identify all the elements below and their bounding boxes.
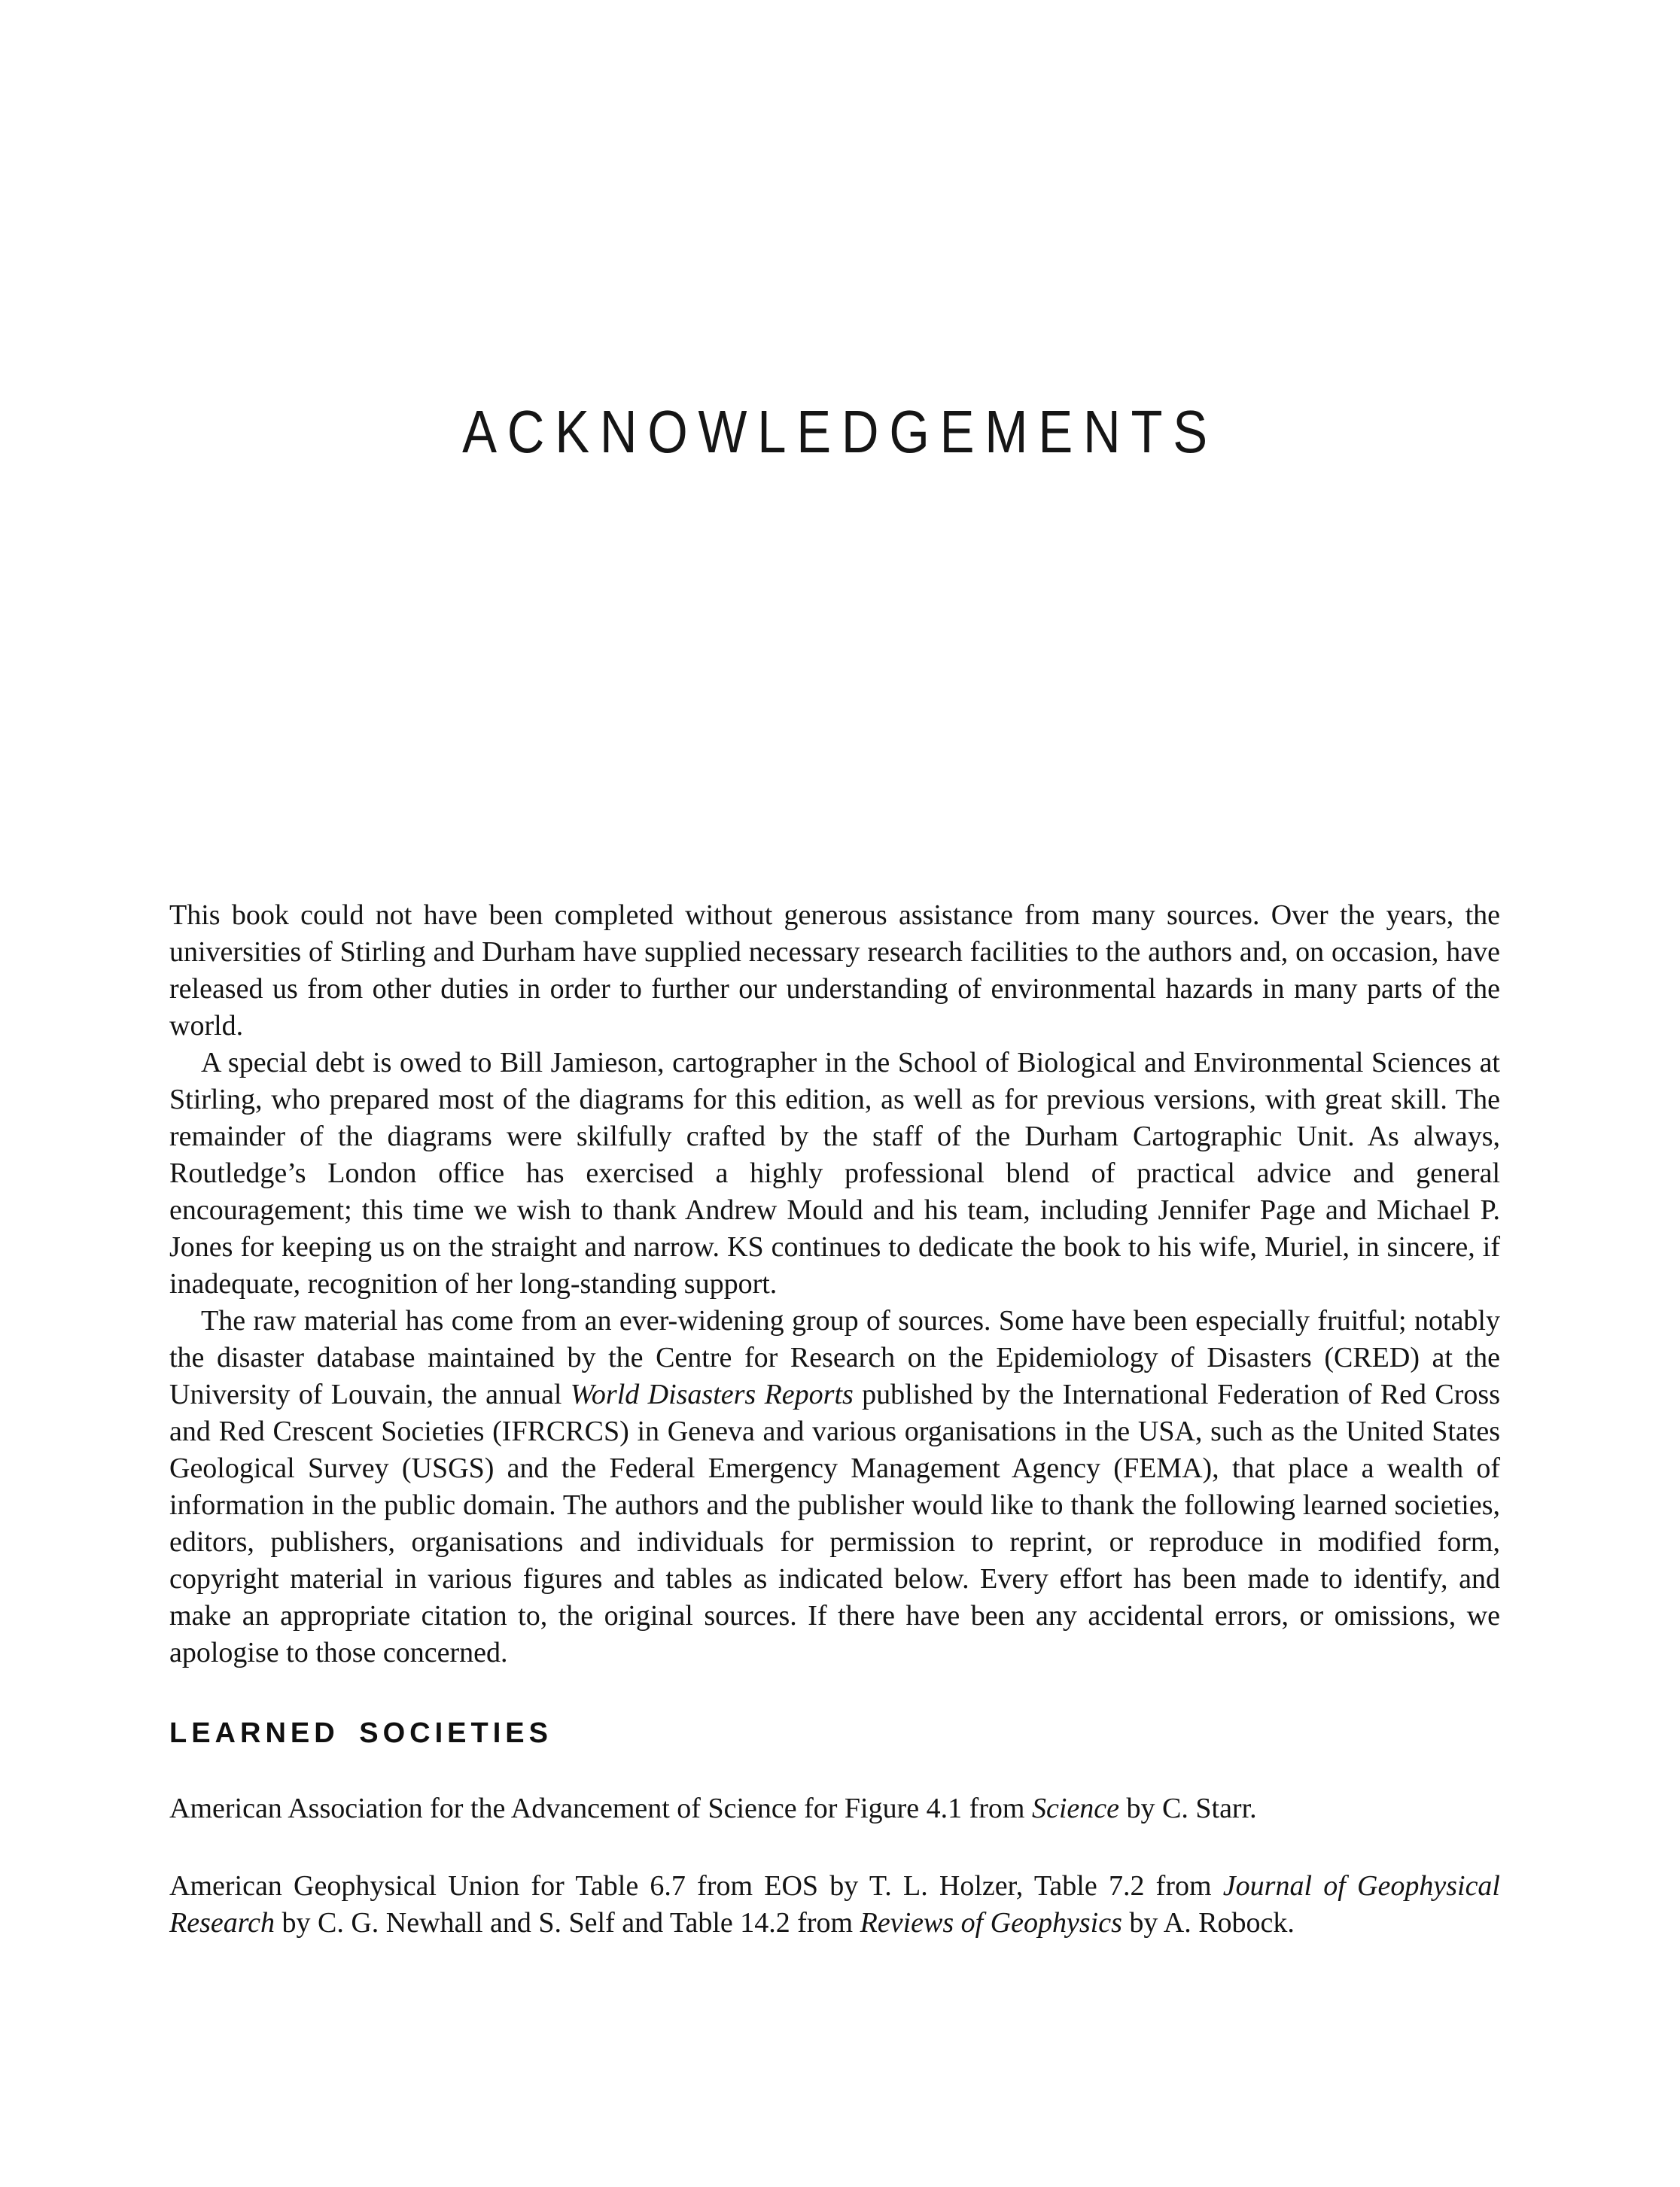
section-heading: LEARNED SOCIETIES: [169, 1717, 552, 1749]
credit-entry-1: American Association for the Advancement of Science for Figure 4.1 from Science by C. Starr.: [169, 1793, 1257, 1824]
body-paragraph-1: This book could not have been completed without generous assistance from many sources. Over the years, the universities of Stirling and Durham have supplied necessary research facilities to the authors and, on occasion, have released us from other duties in order to further our understanding of environmental hazards in many parts of the world.: [169, 899, 1500, 1042]
credit-entry-2: American Geophysical Union for Table 6.7 from EOS by T. L. Holzer, Table 7.2 from Journal of Geophysical Research by C. G. Newhall and S. Self and Table 14.2 from Reviews of Geophysics by A. Robock.: [169, 1870, 1500, 1939]
body-paragraph-3: The raw material has come from an ever-widening group of sources. Some have been especially fruitful; notably the disaster database maintained by the Centre for Research on the Epidemiology of Disasters (CRED) at the University of Louvain, the annual World Disasters Reports published by the International Federation of Red Cross and Red Crescent Societies (IFRCRCS) in Geneva and various organisations in the USA, such as the United States Geological Survey (USGS) and the Federal Emergency Management Agency (FEMA), that place a wealth of information in the public domain. The authors and the publisher would like to thank the following learned societies, editors, publishers, organisations and individuals for permission to reprint, or reproduce in modified form, copyright material in various figures and tables as indicated below. Every effort has been made to identify, and make an appropriate citation to, the original sources. If there have been any accidental errors, or omissions, we apologise to those concerned.: [169, 1305, 1500, 1668]
page-title: ACKNOWLEDGEMENTS: [462, 398, 1218, 465]
body-paragraph-2: A special debt is owed to Bill Jamieson, cartographer in the School of Biological and Environmental Sciences at Stirling, who prepared most of the diagrams for this edition, as well as for previous versions, with great skill. The remainder of the diagrams were skilfully crafted by the staff of the Durham Cartographic Unit. As always, Routledge’s London office has exercised a highly professional blend of practical advice and general encouragement; this time we wish to thank Andrew Mould and his team, including Jennifer Page and Michael P. Jones for keeping us on the straight and narrow. KS continues to dedicate the book to his wife, Muriel, in sincere, if inadequate, recognition of her long-standing support.: [169, 1047, 1500, 1300]
page-body: [169, 897, 1500, 1942]
